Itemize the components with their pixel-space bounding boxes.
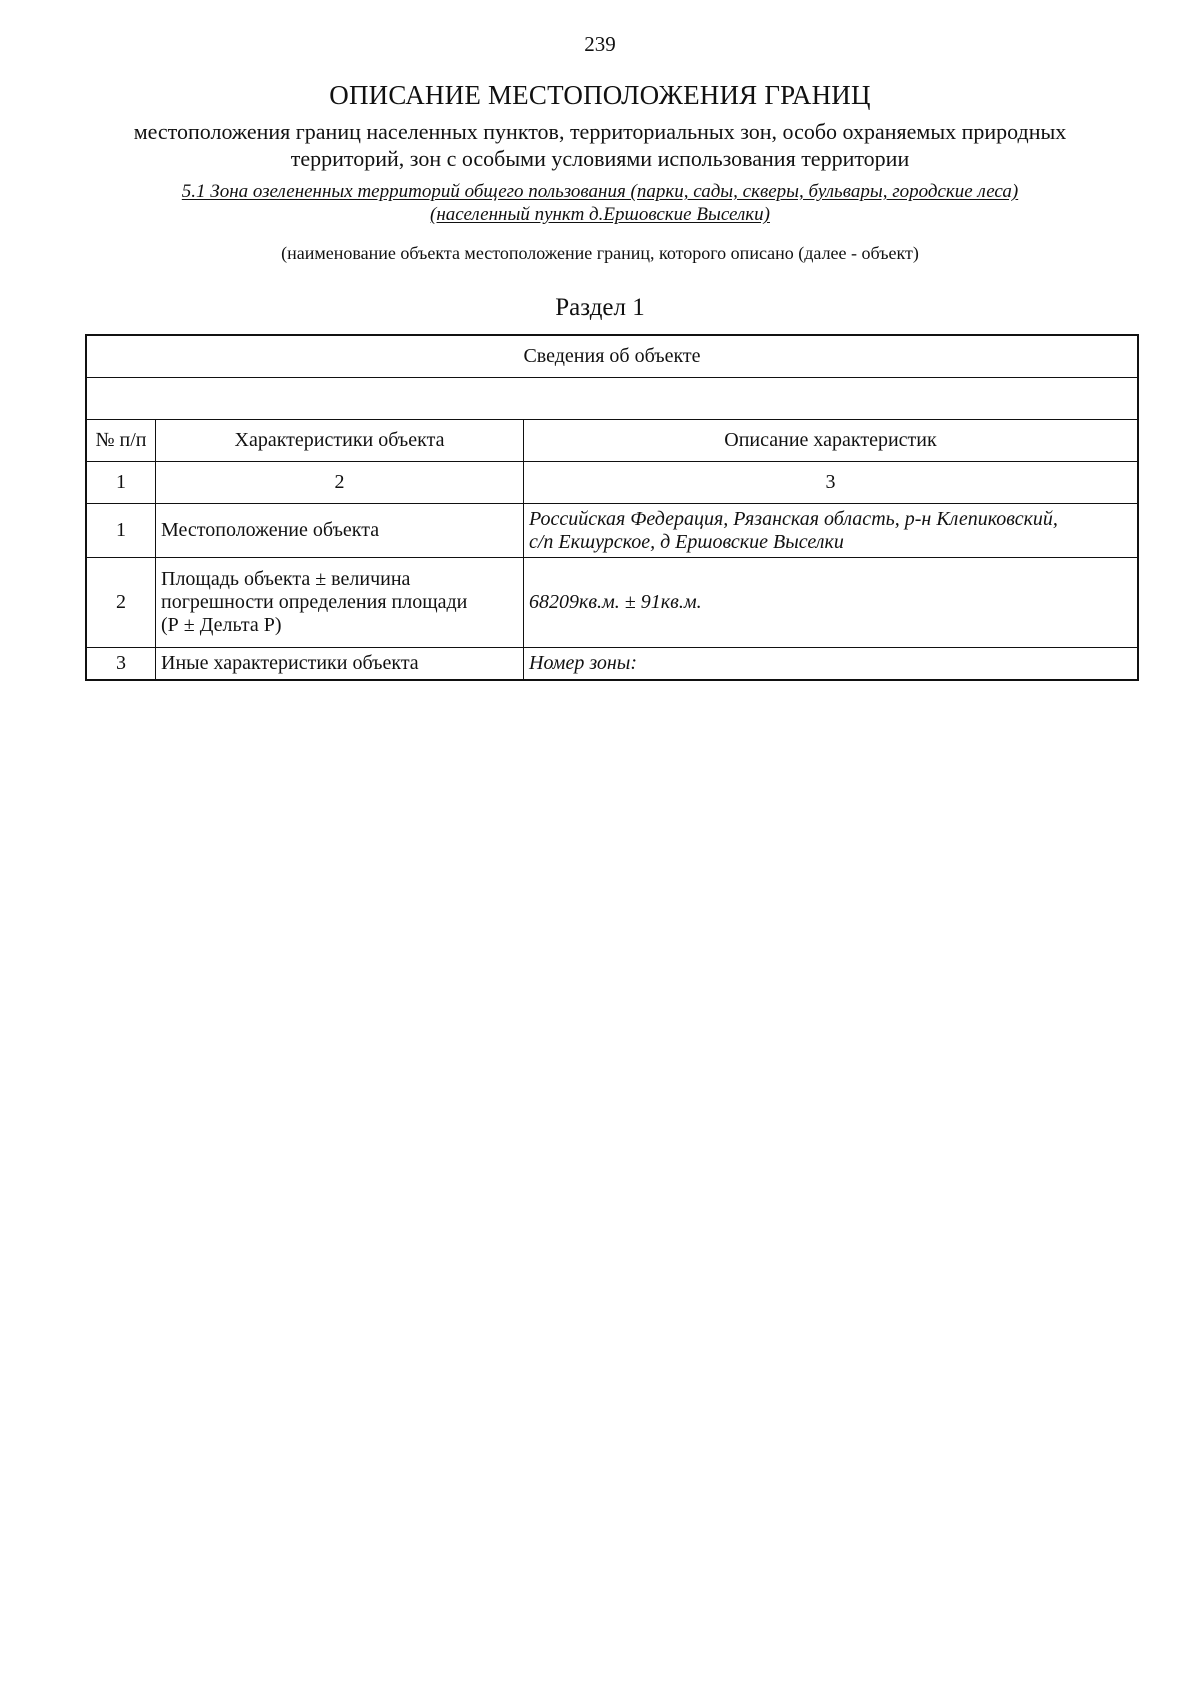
table-row — [86, 648, 1138, 681]
characteristic-line: (Р ± Дельта Р) — [161, 614, 282, 636]
characteristic-line: Местоположение объекта — [161, 519, 380, 541]
row-characteristic — [156, 648, 524, 681]
document-title: ОПИСАНИЕ МЕСТОПОЛОЖЕНИЯ ГРАНИЦ — [329, 80, 871, 110]
column-number: 1 — [86, 462, 156, 504]
object-name — [80, 180, 1120, 226]
subtitle-line: территорий, зон с особыми условиями использования территории — [290, 146, 910, 171]
object-name-line: 5.1 Зона озелененных территорий общего пользования (парки, сады, скверы, бульвары, городские леса) — [181, 181, 1019, 202]
table-row — [86, 504, 1138, 558]
section-title: Раздел 1 — [555, 294, 645, 321]
column-header-characteristic: Характеристики объекта — [156, 420, 524, 462]
row-description — [524, 558, 1139, 648]
object-info-table — [85, 334, 1139, 681]
characteristic-line: Площадь объекта ± величина — [161, 568, 411, 590]
table-header-row — [86, 335, 1138, 378]
row-description — [524, 504, 1139, 558]
object-name-line: (населенный пункт д.Ершовские Выселки) — [430, 204, 770, 225]
description-line: с/п Екшурское, д Ершовские Выселки — [529, 530, 844, 553]
row-characteristic — [156, 558, 524, 648]
table-column-header-row — [86, 420, 1138, 462]
subtitle-line: местоположения границ населенных пунктов, территориальных зон, особо охраняемых природных — [133, 119, 1067, 144]
table-row — [86, 558, 1138, 648]
table-blank-cell — [86, 378, 1138, 420]
column-header-number: № п/п — [86, 420, 156, 462]
characteristic-line: Иные характеристики объекта — [161, 652, 419, 674]
table-header: Сведения об объекте — [86, 335, 1138, 378]
description-line: Номер зоны: — [529, 652, 637, 674]
description-line: Российская Федерация, Рязанская область, р-н Клепиковский, — [529, 507, 1058, 530]
column-number: 3 — [524, 462, 1139, 504]
column-number: 2 — [156, 462, 524, 504]
object-caption: (наименование объекта местоположение границ, которого описано (далее - объект) — [281, 243, 919, 263]
row-number: 3 — [86, 648, 156, 681]
characteristic-line: погрешности определения площади — [161, 591, 468, 613]
table-blank-row — [86, 378, 1138, 420]
row-number: 1 — [86, 504, 156, 558]
column-header-description: Описание характеристик — [524, 420, 1139, 462]
row-number: 2 — [86, 558, 156, 648]
row-description — [524, 648, 1139, 681]
row-characteristic — [156, 504, 524, 558]
description-line: 68209кв.м. ± 91кв.м. — [529, 591, 702, 613]
document-subtitle — [80, 118, 1120, 172]
table-column-number-row — [86, 462, 1138, 504]
page-number: 239 — [584, 32, 616, 56]
